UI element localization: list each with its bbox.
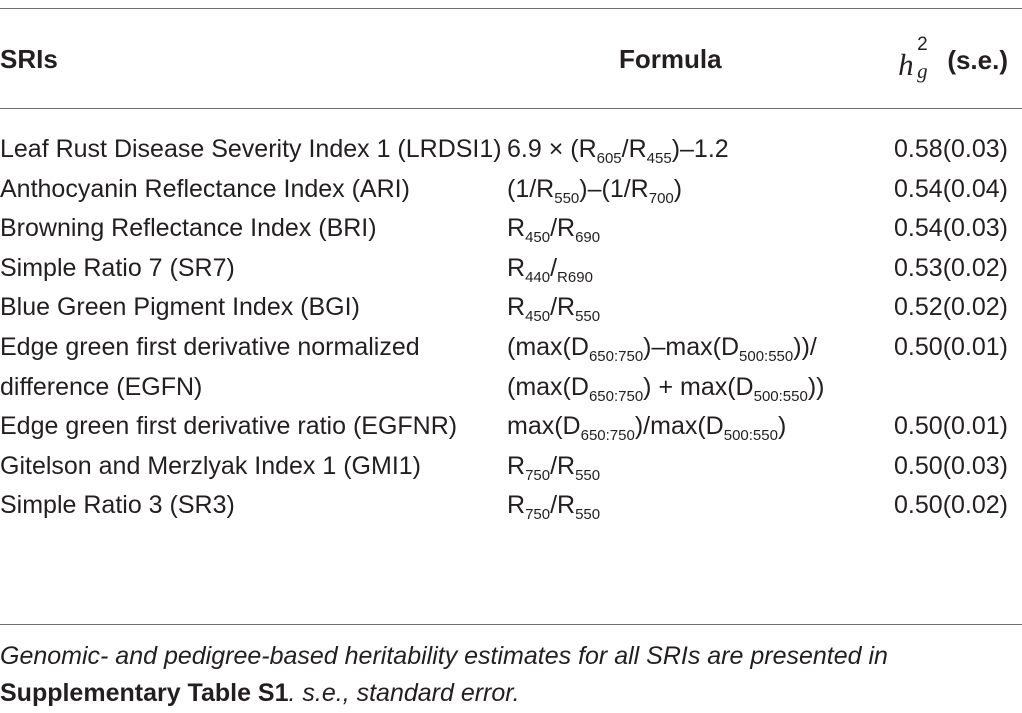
- formula-subscript: 450: [525, 229, 551, 247]
- table-row: [0, 170, 1022, 210]
- formula-text: /R: [550, 214, 576, 243]
- formula-subscript: 650:750: [580, 427, 635, 445]
- formula-text: (1/R: [507, 174, 555, 203]
- header-heritability: [898, 34, 1008, 83]
- table-row: [0, 328, 1022, 407]
- sri-formula: [507, 288, 877, 328]
- heritability-value: 0.50(0.01): [894, 332, 1008, 361]
- formula-subscript: 550: [575, 466, 601, 484]
- formula-text: ): [673, 174, 683, 203]
- sri-name: Edge green first derivative ratio (EGFNR): [0, 412, 458, 441]
- formula-text: R: [507, 253, 526, 282]
- formula-subscript: 440: [525, 268, 551, 286]
- formula-subscript: 500:550: [739, 347, 794, 365]
- sri-name: Browning Reflectance Index (BRI): [0, 214, 377, 243]
- table-row: [0, 486, 1022, 526]
- top-rule: [0, 8, 1022, 9]
- sri-formula: [507, 249, 877, 289]
- sri-formula: [507, 170, 877, 210]
- table-row: [0, 249, 1022, 289]
- heritability-value: 0.52(0.02): [894, 293, 1008, 322]
- formula-subscript: 690: [575, 229, 601, 247]
- sri-name: Edge green first derivative normalized difference (EGFN): [0, 332, 420, 401]
- formula-text: (max(D: [507, 332, 589, 361]
- supplementary-table-ref: Supplementary Table S1: [0, 679, 289, 707]
- formula-subscript: 550: [575, 506, 601, 524]
- header-formula: Formula: [619, 44, 722, 74]
- sri-name: Gitelson and Merzlyak Index 1 (GMI1): [0, 451, 421, 480]
- formula-subscript: 455: [646, 150, 672, 167]
- formula-subscript: 450: [525, 308, 551, 326]
- sri-name: Anthocyanin Reflectance Index (ARI): [0, 174, 410, 203]
- formula-subscript: R690: [557, 268, 593, 286]
- formula-text: R: [507, 491, 526, 520]
- formula-subscript: 650:750: [588, 347, 644, 365]
- formula-text: )–max(D: [643, 332, 740, 361]
- formula-subscript: 700: [648, 189, 674, 207]
- sri-formula: [507, 209, 877, 249]
- sri-name: Leaf Rust Disease Severity Index 1 (LRDSI1): [0, 135, 502, 163]
- sri-formula: [507, 130, 877, 170]
- heritability-value: 0.58(0.03): [894, 135, 1008, 163]
- heritability-value: 0.50(0.02): [894, 491, 1008, 520]
- formula-subscript: 750: [525, 506, 551, 524]
- sri-name: Simple Ratio 3 (SR3): [0, 491, 235, 520]
- heritability-se-label: (s.e.): [947, 45, 1008, 75]
- table-row: [0, 288, 1022, 328]
- sri-formula: [507, 407, 877, 447]
- heritability-symbol: h 2 g: [898, 34, 928, 83]
- formula-text: ) + max(D: [643, 372, 754, 401]
- heritability-value: 0.54(0.03): [894, 214, 1008, 243]
- heritability-value: 0.50(0.01): [894, 412, 1008, 441]
- formula-text: )–(1/R: [579, 174, 649, 203]
- sri-table: [0, 130, 1022, 526]
- sri-formula: [507, 486, 877, 526]
- formula-subscript: 650:750: [588, 387, 644, 405]
- formula-text: max(D: [507, 412, 581, 441]
- heritability-value: 0.53(0.02): [894, 253, 1008, 282]
- formula-text: ): [777, 412, 787, 441]
- formula-subscript: 500:550: [753, 387, 808, 405]
- formula-text: /R: [550, 293, 576, 322]
- formula-text: )–1.2: [671, 135, 729, 163]
- header-rule: [0, 108, 1022, 109]
- formula-subscript: 500:550: [723, 427, 778, 445]
- table-row: [0, 447, 1022, 487]
- sri-formula: [507, 447, 877, 487]
- formula-subscript: 750: [525, 466, 551, 484]
- formula-text: R: [507, 293, 526, 322]
- formula-subscript: 550: [554, 189, 580, 207]
- table-row: [0, 130, 1022, 170]
- formula-text: R: [507, 214, 526, 243]
- bottom-rule: [0, 624, 1022, 625]
- sri-name: Blue Green Pigment Index (BGI): [0, 293, 360, 322]
- formula-text: 6.9 × (R: [507, 135, 597, 163]
- formula-text: /R: [621, 135, 647, 163]
- table-row: [0, 209, 1022, 249]
- formula-text: )): [807, 372, 825, 401]
- formula-text: /R: [550, 451, 576, 480]
- header-sris: SRIs: [0, 44, 58, 74]
- heritability-value: 0.54(0.04): [894, 174, 1008, 203]
- formula-text: /: [550, 253, 558, 282]
- formula-subscript: 550: [575, 308, 601, 326]
- sri-formula: [507, 328, 877, 407]
- formula-text: /R: [550, 491, 576, 520]
- table-footnote: Genomic- and pedigree-based heritability estimates for all SRIs are presented in Supplementary Table S1. s.e., standard error.: [0, 642, 888, 707]
- formula-text: R: [507, 451, 526, 480]
- table-row: [0, 407, 1022, 447]
- formula-subscript: 605: [596, 150, 622, 167]
- heritability-value: 0.50(0.03): [894, 451, 1008, 480]
- formula-text: ))/ (max(D: [507, 332, 817, 401]
- formula-text: )/max(D: [634, 412, 724, 441]
- sri-name: Simple Ratio 7 (SR7): [0, 253, 235, 282]
